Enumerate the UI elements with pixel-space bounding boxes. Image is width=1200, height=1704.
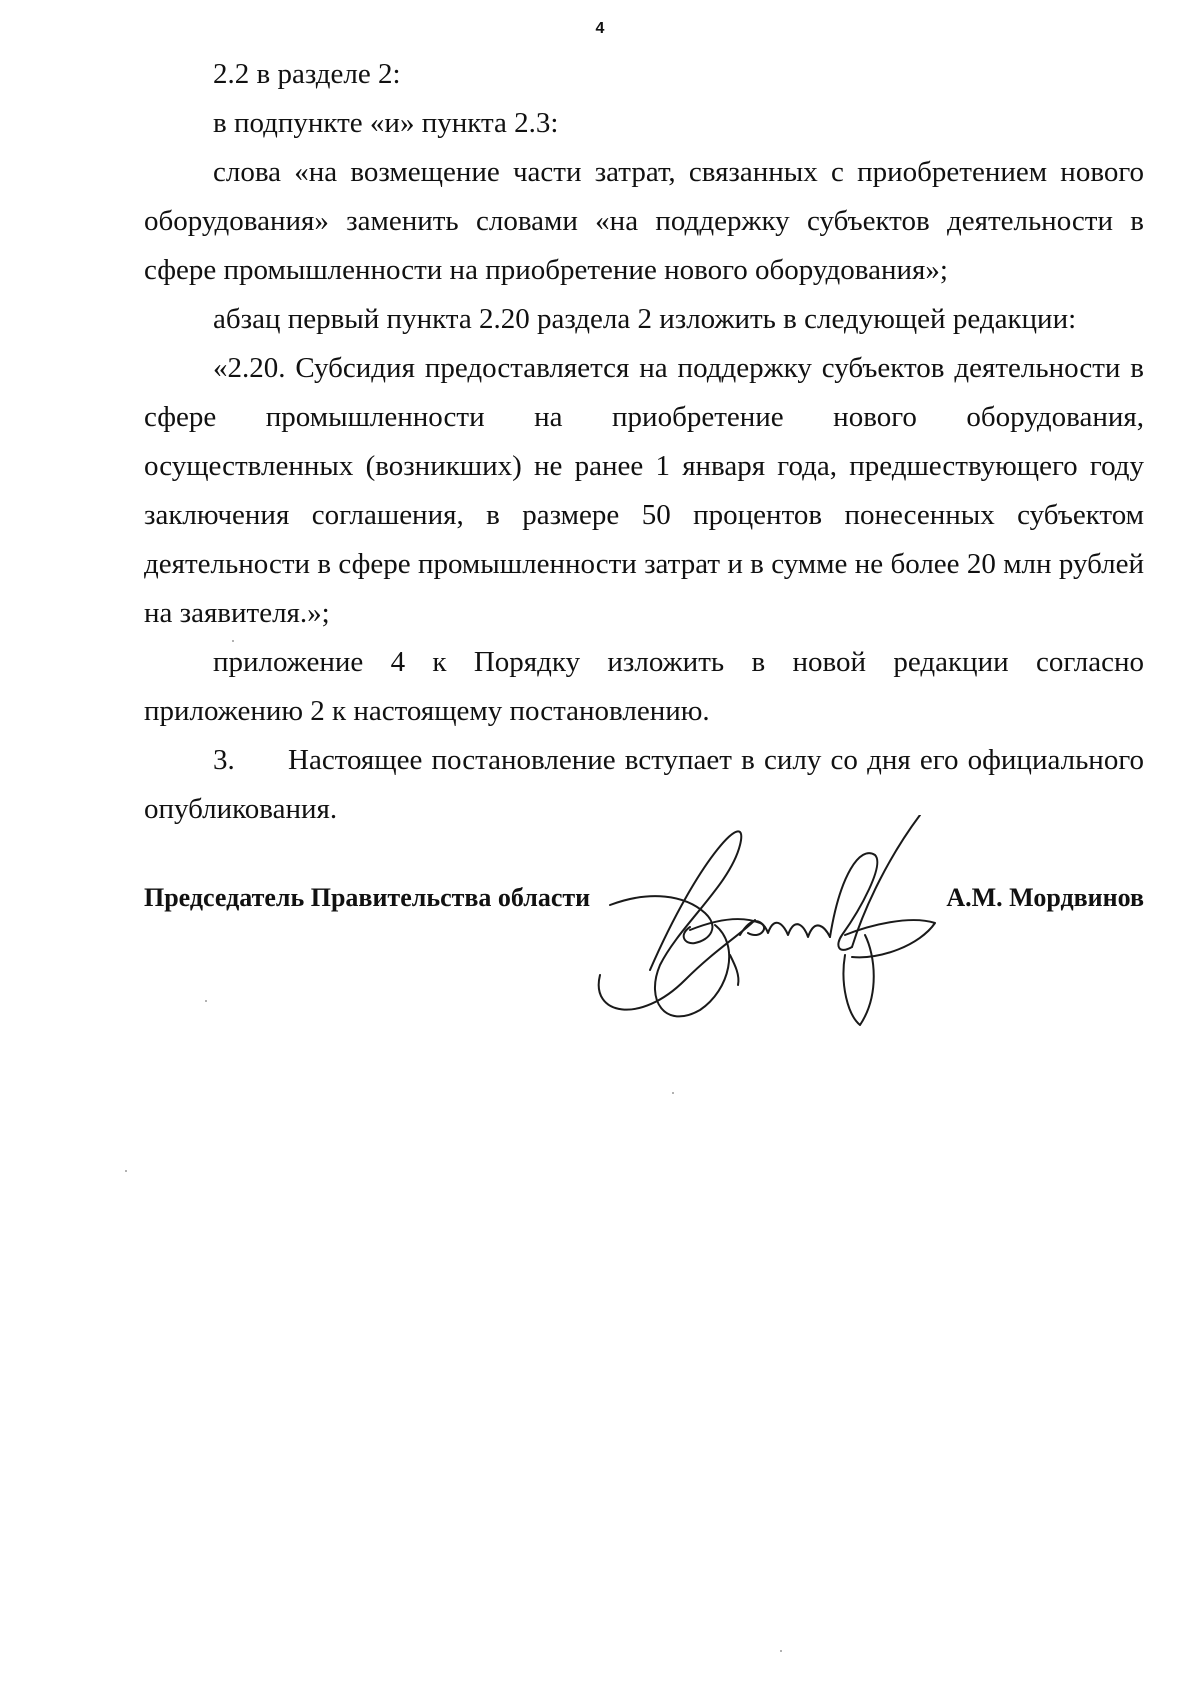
- paragraph-words-replacement: слова «на возмещение части затрат, связанных с приобретением нового оборудования» заменить словами «на поддержку субъектов деятельности в сфере промышленности на приобретение нового оборудования»;: [144, 156, 1144, 286]
- document-body: [144, 50, 1144, 834]
- scan-speck: [672, 1092, 674, 1094]
- paragraph-appendix-4: приложение 4 к Порядку изложить в новой редакции согласно приложению 2 к настоящему постановлению.: [144, 646, 1144, 727]
- clause-3-number: 3.: [213, 744, 235, 776]
- scan-speck: [125, 1170, 127, 1172]
- signatory-title: Председатель Правительства области: [144, 883, 591, 912]
- paragraph-subitem-i: в подпункте «и» пункта 2.3:: [213, 107, 559, 139]
- scan-speck: [205, 1000, 207, 1002]
- paragraph-item-2-20-intro: абзац первый пункта 2.20 раздела 2 изложить в следующей редакции:: [213, 303, 1077, 335]
- signatory-name: А.М. Мордвинов: [946, 883, 1144, 912]
- scan-speck: [232, 640, 234, 642]
- page-number: 4: [595, 20, 605, 37]
- paragraph-section-2-2: 2.2 в разделе 2:: [213, 58, 401, 90]
- clause-3-text: Настоящее постановление вступает в силу со дня его официального опубликования.: [144, 744, 1144, 825]
- scan-speck: [780, 1650, 782, 1652]
- handwritten-signature: [590, 815, 950, 1030]
- paragraph-item-2-20-text: «2.20. Субсидия предоставляется на поддержку субъектов деятельности в сфере промышленности на приобретение нового оборудования, осуществленных (возникших) не ранее 1 января года, предшествующего году заключения соглашения, в размере 50 процентов понесенных субъектом деятельности в сфере промышленности затрат и в сумме не более 20 млн рублей на заявителя.»;: [144, 352, 1144, 629]
